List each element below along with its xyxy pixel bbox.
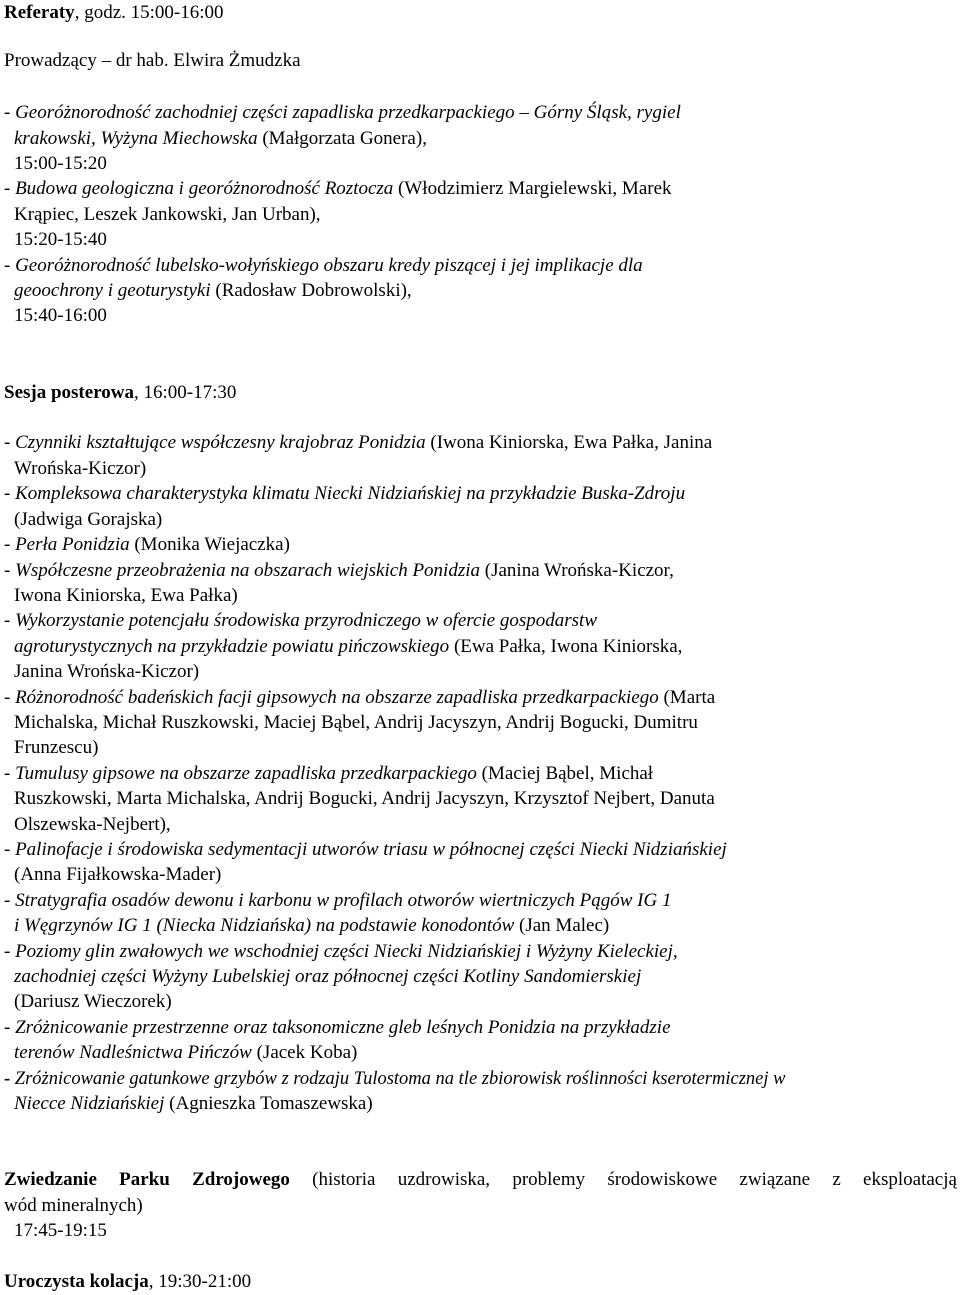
zwiedzanie-desc-3: problemy [512,1169,586,1190]
poster-4-authors: (Janina Wrońska-Kiczor, [480,560,674,581]
talk-3-title: - Georóżnorodność lubelsko-wołyńskiego obszaru kredy piszącej i jej implikacje dla [4,255,643,276]
poster-6-authors-cont: Michalska, Michał Ruszkowski, Maciej Bąbel, Andrij Jacyszyn, Andrij Bogucki, Dumitru [14,712,698,733]
sesja-time: , 16:00-17:30 [134,382,237,403]
sesja-heading [4,380,236,406]
poster-5-line-2 [14,634,682,660]
zwiedzanie-desc-7: eksploatacją [863,1169,957,1190]
poster-5-title-cont: agroturystycznych na przykładzie powiatu pińczowskiego [14,636,450,657]
zwiedzanie-desc-cont: wód mineralnych) [4,1195,143,1216]
referaty-heading [4,0,224,26]
poster-9-line-1 [4,888,671,914]
talk-2-time: 15:20-15:40 [14,229,107,250]
poster-12-line-2 [14,1091,373,1117]
poster-1-authors-cont: Wrońska-Kiczor) [14,458,147,479]
poster-3-authors: (Monika Wiejaczka) [129,534,290,555]
zwiedzanie-word-1: Zwiedzanie [4,1169,97,1190]
poster-4-authors-cont: Iwona Kiniorska, Ewa Pałka) [14,585,238,606]
poster-7-line-1 [4,761,653,787]
talk-2-line-1 [4,176,672,202]
zwiedzanie-word-3: Zdrojowego [192,1169,290,1190]
talk-1-authors: (Małgorzata Gonera), [257,128,427,149]
talk-1-time: 15:00-15:20 [14,153,107,174]
poster-7-authors: (Maciej Bąbel, Michał [476,763,654,784]
poster-4-title: - Współczesne przeobrażenia na obszarach wiejskich Ponidzia [4,560,481,581]
poster-5-line-1 [4,608,597,634]
kolacja-heading [4,1269,251,1295]
talk-1-line-1 [4,100,681,126]
zwiedzanie-desc-1: (historia [312,1169,376,1190]
poster-11-title: - Zróżnicowanie przestrzenne oraz taksonomiczne gleb leśnych Ponidzia na przykładzie [4,1017,671,1038]
poster-10-title-cont: zachodniej części Wyżyny Lubelskiej oraz północnej części Kotliny Sandomierskiej [14,966,642,987]
zwiedzanie-word-2: Parku [119,1169,170,1190]
kolacja-title: Uroczysta kolacja [4,1271,149,1292]
poster-11-line-1 [4,1015,671,1041]
zwiedzanie-desc-6: z [832,1169,841,1190]
referaty-title: Referaty [4,2,75,23]
talk-1-title-cont: krakowski, Wyżyna Miechowska [14,128,258,149]
poster-1-line-1 [4,430,712,456]
poster-8-line-1 [4,837,727,863]
poster-8-authors: (Anna Fijałkowska-Mader) [14,864,222,885]
zwiedzanie-desc-4: środowiskowe [607,1169,718,1190]
poster-10-line-1 [4,939,678,965]
poster-4-line-1 [4,558,674,584]
poster-11-authors: (Jacek Koba) [251,1042,358,1063]
poster-6-title: - Różnorodność badeńskich facji gipsowych na obszarze zapadliska przedkarpackiego [4,687,659,708]
talk-3-line-2 [14,278,412,304]
poster-2-title: - Kompleksowa charakterystyka klimatu Niecki Nidziańskiej na przykładzie Buska-Zdroju [4,483,686,504]
talk-1-line-2 [14,126,427,152]
poster-2-authors: (Jadwiga Gorajska) [14,509,163,530]
talk-2-title: Budowa geologiczna i georóżnorodność Roztocza [15,178,394,199]
talk-2-authors: (Włodzimierz Margielewski, Marek [393,178,672,199]
poster-9-title-cont: i Węgrzynów IG 1 (Niecka Nidziańska) na podstawie konodontów [14,915,515,936]
zwiedzanie-line-1 [4,1167,957,1193]
poster-10-line-2 [14,964,641,990]
poster-7-authors-cont: Ruszkowski, Marta Michalska, Andrij Bogucki, Andrij Jacyszyn, Krzysztof Nejbert, Danuta [14,788,715,809]
talk-3-title-cont: geoochrony i geoturystyki [14,280,211,301]
poster-12-line-1 [4,1066,785,1092]
talk-3-authors: (Radosław Dobrowolski), [210,280,412,301]
poster-9-line-2 [14,913,609,939]
poster-2-line-1 [4,481,685,507]
referaty-time: , godz. 15:00-16:00 [74,2,224,23]
zwiedzanie-time: 17:45-19:15 [14,1220,107,1241]
poster-7-title: - Tumulusy gipsowe na obszarze zapadliska przedkarpackiego [4,763,477,784]
talk-2-authors-cont: Krąpiec, Leszek Jankowski, Jan Urban), [14,204,321,225]
poster-8-title: - Palinofacje i środowiska sedymentacji utworów triasu w północnej części Niecki Nidziańskiej [4,839,727,860]
poster-11-line-2 [14,1040,357,1066]
poster-6-authors: (Marta [658,687,716,708]
poster-5-authors: (Ewa Pałka, Iwona Kiniorska, [449,636,683,657]
talk-3-time: 15:40-16:00 [14,305,107,326]
poster-12-authors: (Agnieszka Tomaszewska) [164,1093,373,1114]
poster-7-authors-end: Olszewska-Nejbert), [14,814,171,835]
poster-11-title-cont: terenów Nadleśnictwa Pińczów [14,1042,252,1063]
poster-9-title: - Stratygrafia osadów dewonu i karbonu w profilach otworów wiertniczych Pągów IG 1 [4,890,672,911]
poster-10-authors: (Dariusz Wieczorek) [14,991,172,1012]
referaty-chair: Prowadzący – dr hab. Elwira Żmudzka [4,50,301,71]
sesja-title: Sesja posterowa [4,382,135,403]
poster-3-line-1 [4,532,290,558]
poster-3-title: - Perła Ponidzia [4,534,130,555]
poster-6-line-1 [4,685,715,711]
poster-10-title: - Poziomy glin zwałowych we wschodniej części Niecki Nidziańskiej i Wyżyny Kieleckiej, [4,941,678,962]
poster-6-authors-end: Frunzescu) [14,737,99,758]
poster-12-title-cont: Niecce Nidziańskiej [14,1093,165,1114]
poster-12-prefix: - [4,1069,15,1089]
poster-9-authors: (Jan Malec) [514,915,610,936]
zwiedzanie-desc-5: związane [739,1169,811,1190]
talk-1-title: - Georóżnorodność zachodniej części zapadliska przedkarpackiego – Górny Śląsk, rygiel [4,102,681,123]
poster-5-authors-cont: Janina Wrońska-Kiczor) [14,661,200,682]
kolacja-time: , 19:30-21:00 [148,1271,252,1292]
poster-1-authors: (Iwona Kiniorska, Ewa Pałka, Janina [425,432,713,453]
poster-12-title: Zróżnicowanie gatunkowe grzybów z rodzaju Tulostoma na tle zbiorowisk roślinności kserotermicznej w [14,1069,786,1089]
talk-3-line-1 [4,253,643,279]
poster-1-title: - Czynniki kształtujące współczesny krajobraz Ponidzia [4,432,426,453]
zwiedzanie-desc-2: uzdrowiska, [397,1169,491,1190]
talk-2-prefix: - [4,178,16,199]
poster-5-title: - Wykorzystanie potencjału środowiska przyrodniczego w ofercie gospodarstw [4,610,597,631]
